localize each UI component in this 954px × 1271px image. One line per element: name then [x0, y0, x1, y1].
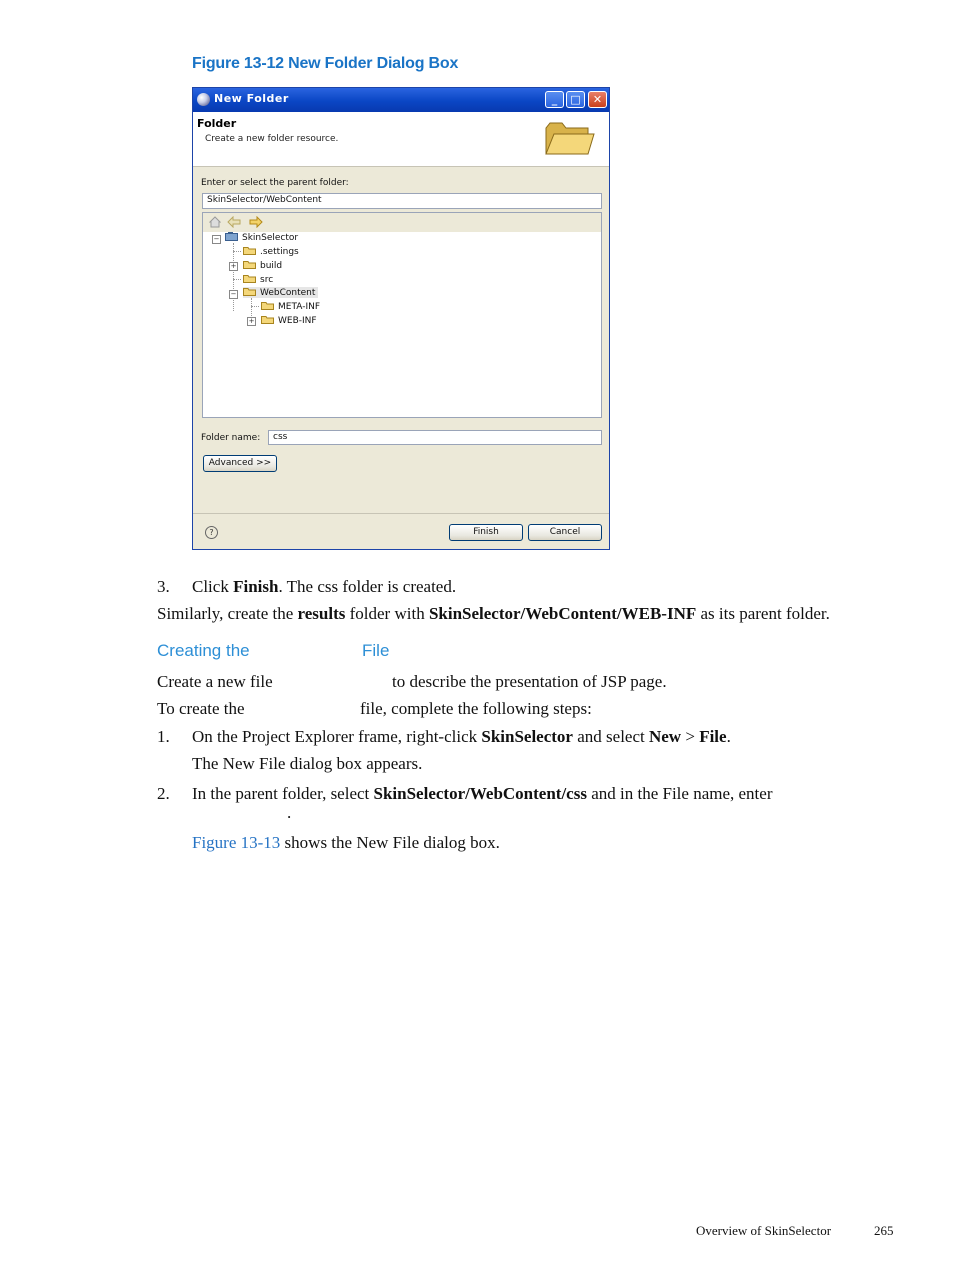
figure-reference-text: Figure 13-13 shows the New File dialog box. — [192, 833, 500, 852]
banner-title: Folder — [197, 117, 237, 130]
step-1-subtext: The New File dialog box appears. — [192, 754, 423, 773]
page-number: 265 — [874, 1223, 894, 1238]
folder-name-input[interactable]: css — [268, 430, 602, 445]
tree-node-label: .settings — [260, 247, 299, 257]
figure-13-13-link[interactable]: Figure 13-13 — [192, 833, 281, 852]
expand-toggle[interactable]: + — [248, 317, 255, 325]
tree-node-label: src — [260, 275, 274, 285]
banner-description: Create a new folder resource. — [205, 134, 339, 144]
step-2-number: 2. — [157, 784, 170, 803]
folder-icon — [243, 246, 256, 255]
folder-icon — [544, 120, 596, 158]
dialog-title: New Folder — [214, 92, 289, 105]
create-text-part2: to describe the presentation of JSP page. — [392, 672, 667, 691]
expand-toggle[interactable]: + — [230, 262, 237, 270]
tree-node-skinselector[interactable] — [225, 232, 298, 243]
folder-icon — [261, 301, 274, 310]
maximize-button[interactable]: □ — [566, 91, 585, 108]
step-2-period: . — [287, 803, 292, 822]
similarly-paragraph: Similarly, create the results folder with SkinSelector/WebContent/WEB-INF as its parent folder. — [157, 604, 830, 623]
figure-caption: Figure 13-12 New Folder Dialog Box — [192, 55, 459, 72]
dialog-titlebar — [193, 88, 609, 112]
step-1-number: 1. — [157, 727, 170, 746]
section-heading-part2: File — [362, 641, 390, 660]
tree-node-src[interactable] — [243, 274, 273, 285]
parent-folder-input[interactable]: SkinSelector/WebContent — [202, 193, 602, 209]
tree-node-label: SkinSelector — [242, 233, 299, 243]
eclipse-icon — [197, 93, 210, 106]
folder-icon — [243, 260, 256, 269]
step-3-text: Click Finish. The css folder is created. — [192, 577, 457, 596]
collapse-toggle[interactable]: − — [230, 290, 237, 298]
help-icon[interactable]: ? — [205, 526, 218, 539]
minimize-button[interactable]: _ — [545, 91, 564, 108]
folder-open-icon — [243, 287, 256, 296]
forward-arrow-icon[interactable] — [249, 216, 263, 228]
tree-node-settings[interactable] — [243, 246, 299, 257]
finish-button[interactable]: Finish — [449, 524, 523, 541]
folder-name-label: Folder name: — [201, 433, 261, 443]
cancel-button[interactable]: Cancel — [528, 524, 602, 541]
parent-folder-label: Enter or select the parent folder: — [201, 178, 349, 188]
tree-node-label: WEB-INF — [278, 316, 317, 326]
advanced-button[interactable]: Advanced >> — [203, 455, 277, 472]
create-text-part1: Create a new file — [157, 672, 273, 691]
back-arrow-icon[interactable] — [227, 216, 241, 228]
project-icon — [225, 232, 238, 241]
tree-node-label: META-INF — [278, 302, 321, 312]
folder-tree[interactable] — [202, 212, 602, 418]
tree-node-label: build — [260, 261, 283, 271]
footer-title: Overview of SkinSelector — [696, 1223, 832, 1238]
home-icon[interactable] — [209, 216, 221, 228]
to-create-text-part1: To create the — [157, 699, 245, 718]
close-button[interactable]: ✕ — [588, 91, 607, 108]
tree-node-meta-inf[interactable] — [261, 301, 320, 312]
folder-icon — [243, 274, 256, 283]
folder-icon — [261, 315, 274, 324]
dialog-banner — [193, 112, 609, 167]
section-heading-part1: Creating the — [157, 641, 250, 660]
to-create-text-part2: file, complete the following steps: — [360, 699, 592, 718]
tree-node-label: WebContent — [260, 288, 316, 298]
step-1-text: On the Project Explorer frame, right-click SkinSelector and select New > File. — [192, 727, 731, 746]
tree-node-web-inf[interactable] — [261, 315, 317, 326]
tree-toolbar — [203, 213, 601, 232]
tree-node-build[interactable] — [243, 260, 282, 271]
step-2-text: In the parent folder, select SkinSelector/WebContent/css and in the File name, enter — [192, 784, 773, 803]
collapse-toggle[interactable]: − — [213, 235, 220, 243]
new-folder-dialog — [192, 87, 610, 550]
step-3-number: 3. — [157, 577, 170, 596]
tree-node-webcontent[interactable] — [243, 287, 318, 298]
